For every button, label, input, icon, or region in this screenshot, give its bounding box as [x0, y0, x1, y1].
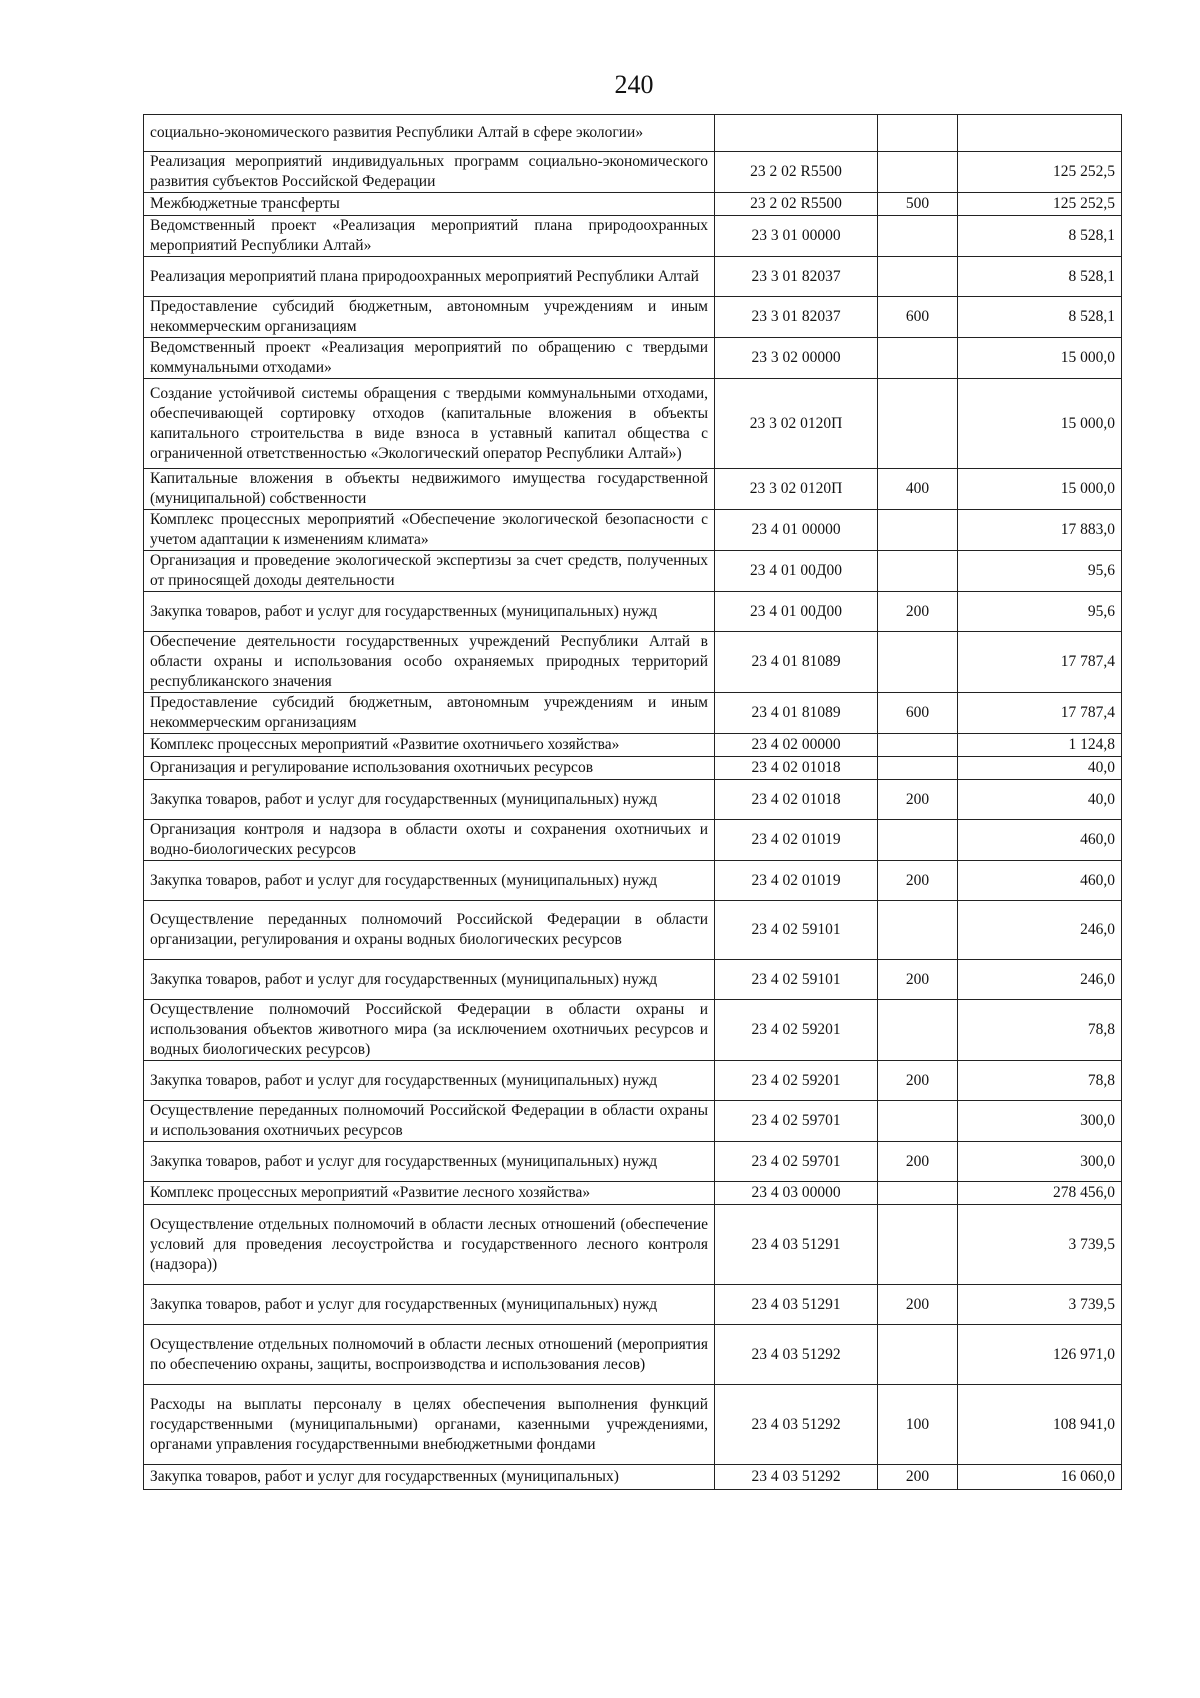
row-code-cell: 23 4 03 51292 [715, 1325, 878, 1385]
table-row [144, 632, 1122, 693]
row-code-cell: 23 4 02 59701 [715, 1142, 878, 1182]
row-name-cell: Организация и проведение экологической экспертизы за счет средств, полученных от приносящей доходы деятельности [144, 551, 715, 592]
row-name-cell: Комплекс процессных мероприятий «Развитие охотничьего хозяйства» [144, 734, 715, 757]
table-row [144, 551, 1122, 592]
row-name-cell: Предоставление субсидий бюджетным, автономным учреждениям и иным некоммерческим организациям [144, 297, 715, 338]
row-expense-type-cell [878, 379, 958, 469]
row-name-cell: Осуществление переданных полномочий Российской Федерации в области организации, регулирования и охраны водных биологических ресурсов [144, 901, 715, 960]
row-code-cell: 23 4 02 01018 [715, 780, 878, 820]
row-name-cell: Закупка товаров, работ и услуг для государственных (муниципальных) нужд [144, 1285, 715, 1325]
row-name-cell: Закупка товаров, работ и услуг для государственных (муниципальных) нужд [144, 960, 715, 1000]
table-row [144, 1000, 1122, 1061]
row-code-cell: 23 3 02 00000 [715, 338, 878, 379]
table-row [144, 1182, 1122, 1205]
table-row [144, 216, 1122, 257]
row-amount-cell: 8 528,1 [958, 297, 1122, 338]
row-expense-type-cell [878, 632, 958, 693]
row-code-cell: 23 4 02 59101 [715, 960, 878, 1000]
table-row [144, 379, 1122, 469]
row-expense-type-cell: 100 [878, 1385, 958, 1465]
row-amount-cell: 1 124,8 [958, 734, 1122, 757]
row-name-cell: Закупка товаров, работ и услуг для государственных (муниципальных) нужд [144, 861, 715, 901]
row-amount-cell: 16 060,0 [958, 1465, 1122, 1490]
row-amount-cell: 15 000,0 [958, 469, 1122, 510]
row-expense-type-cell [878, 1101, 958, 1142]
row-amount-cell: 78,8 [958, 1000, 1122, 1061]
row-amount-cell [958, 115, 1122, 152]
table-row [144, 338, 1122, 379]
row-name-cell: Расходы на выплаты персоналу в целях обеспечения выполнения функций государственными (муниципальными) органами, казенными учреждениями, органами управления государственными внебюджетными фондами [144, 1385, 715, 1465]
row-code-cell: 23 3 01 82037 [715, 297, 878, 338]
table-row [144, 469, 1122, 510]
row-code-cell: 23 4 02 00000 [715, 734, 878, 757]
row-amount-cell: 17 787,4 [958, 693, 1122, 734]
row-expense-type-cell: 400 [878, 469, 958, 510]
row-amount-cell: 125 252,5 [958, 193, 1122, 216]
row-amount-cell: 246,0 [958, 901, 1122, 960]
budget-table [143, 114, 1122, 1490]
row-code-cell: 23 4 01 81089 [715, 693, 878, 734]
row-code-cell: 23 4 01 00Д00 [715, 551, 878, 592]
row-expense-type-cell [878, 1325, 958, 1385]
row-expense-type-cell [878, 338, 958, 379]
row-code-cell: 23 4 02 01019 [715, 820, 878, 861]
row-expense-type-cell: 200 [878, 780, 958, 820]
row-code-cell: 23 2 02 R5500 [715, 152, 878, 193]
row-amount-cell: 15 000,0 [958, 379, 1122, 469]
row-amount-cell: 40,0 [958, 757, 1122, 780]
row-expense-type-cell: 200 [878, 1142, 958, 1182]
row-amount-cell: 460,0 [958, 820, 1122, 861]
row-name-cell: Закупка товаров, работ и услуг для государственных (муниципальных) нужд [144, 592, 715, 632]
row-name-cell: Закупка товаров, работ и услуг для государственных (муниципальных) нужд [144, 1142, 715, 1182]
row-amount-cell: 108 941,0 [958, 1385, 1122, 1465]
row-name-cell: Осуществление переданных полномочий Российской Федерации в области охраны и использования охотничьих ресурсов [144, 1101, 715, 1142]
row-amount-cell: 40,0 [958, 780, 1122, 820]
row-amount-cell: 3 739,5 [958, 1205, 1122, 1285]
row-code-cell: 23 4 03 00000 [715, 1182, 878, 1205]
row-amount-cell: 78,8 [958, 1061, 1122, 1101]
row-name-cell: Обеспечение деятельности государственных учреждений Республики Алтай в области охраны и использования особо охраняемых природных территорий республиканского значения [144, 632, 715, 693]
table-row [144, 510, 1122, 551]
row-amount-cell: 8 528,1 [958, 216, 1122, 257]
row-amount-cell: 17 787,4 [958, 632, 1122, 693]
row-name-cell: Ведомственный проект «Реализация мероприятий по обращению с твердыми коммунальными отходами» [144, 338, 715, 379]
row-name-cell: Ведомственный проект «Реализация мероприятий плана природоохранных мероприятий Республики Алтай» [144, 216, 715, 257]
row-code-cell: 23 2 02 R5500 [715, 193, 878, 216]
row-name-cell: Осуществление полномочий Российской Федерации в области охраны и использования объектов животного мира (за исключением охотничьих ресурсов и водных биологических ресурсов) [144, 1000, 715, 1061]
table-row [144, 780, 1122, 820]
row-amount-cell: 15 000,0 [958, 338, 1122, 379]
table-row [144, 1061, 1122, 1101]
table-row [144, 693, 1122, 734]
table-row [144, 734, 1122, 757]
row-code-cell: 23 4 03 51292 [715, 1465, 878, 1490]
row-name-cell: Предоставление субсидий бюджетным, автономным учреждениям и иным некоммерческим организациям [144, 693, 715, 734]
row-name-cell: Создание устойчивой системы обращения с твердыми коммунальными отходами, обеспечивающей сортировку отходов (капитальные вложения в объекты капитального строительства в виде взноса в уставный капитал общества с ограниченной ответственностью «Экологический оператор Республики Алтай») [144, 379, 715, 469]
table-row [144, 1142, 1122, 1182]
row-code-cell: 23 3 01 82037 [715, 257, 878, 297]
row-code-cell: 23 4 03 51292 [715, 1385, 878, 1465]
table-row [144, 901, 1122, 960]
row-expense-type-cell [878, 1205, 958, 1285]
row-code-cell: 23 4 01 81089 [715, 632, 878, 693]
row-expense-type-cell: 200 [878, 1061, 958, 1101]
row-amount-cell: 300,0 [958, 1142, 1122, 1182]
row-code-cell [715, 115, 878, 152]
row-name-cell: Закупка товаров, работ и услуг для государственных (муниципальных) нужд [144, 1061, 715, 1101]
row-expense-type-cell [878, 216, 958, 257]
table-row [144, 1325, 1122, 1385]
row-expense-type-cell [878, 757, 958, 780]
row-expense-type-cell: 200 [878, 592, 958, 632]
row-expense-type-cell [878, 551, 958, 592]
row-code-cell: 23 4 02 01018 [715, 757, 878, 780]
row-code-cell: 23 4 02 59201 [715, 1061, 878, 1101]
row-expense-type-cell: 600 [878, 693, 958, 734]
table-row [144, 1285, 1122, 1325]
row-name-cell: Капитальные вложения в объекты недвижимого имущества государственной (муниципальной) собственности [144, 469, 715, 510]
row-name-cell: Осуществление отдельных полномочий в области лесных отношений (обеспечение условий для проведения лесоустройства и государственного лесного контроля (надзора)) [144, 1205, 715, 1285]
row-amount-cell: 300,0 [958, 1101, 1122, 1142]
page-number: 240 [614, 70, 654, 99]
row-amount-cell: 278 456,0 [958, 1182, 1122, 1205]
table-row [144, 115, 1122, 152]
table-row [144, 861, 1122, 901]
row-name-cell: Закупка товаров, работ и услуг для государственных (муниципальных) [144, 1465, 715, 1490]
table-row [144, 1385, 1122, 1465]
row-expense-type-cell: 200 [878, 1465, 958, 1490]
row-expense-type-cell: 200 [878, 1285, 958, 1325]
row-name-cell: Осуществление отдельных полномочий в области лесных отношений (мероприятия по обеспечению охраны, защиты, воспроизводства и использования лесов) [144, 1325, 715, 1385]
row-expense-type-cell [878, 1000, 958, 1061]
row-expense-type-cell [878, 510, 958, 551]
row-expense-type-cell [878, 820, 958, 861]
table-row [144, 960, 1122, 1000]
table-row [144, 297, 1122, 338]
table-row [144, 820, 1122, 861]
row-expense-type-cell: 600 [878, 297, 958, 338]
row-code-cell: 23 4 02 59701 [715, 1101, 878, 1142]
row-code-cell: 23 4 02 01019 [715, 861, 878, 901]
row-name-cell: Закупка товаров, работ и услуг для государственных (муниципальных) нужд [144, 780, 715, 820]
row-amount-cell: 460,0 [958, 861, 1122, 901]
row-code-cell: 23 4 03 51291 [715, 1205, 878, 1285]
table-row [144, 1205, 1122, 1285]
row-name-cell: Комплекс процессных мероприятий «Обеспечение экологической безопасности с учетом адаптации к изменениям климата» [144, 510, 715, 551]
row-code-cell: 23 3 01 00000 [715, 216, 878, 257]
row-code-cell: 23 3 02 0120П [715, 469, 878, 510]
row-code-cell: 23 4 03 51291 [715, 1285, 878, 1325]
row-expense-type-cell [878, 901, 958, 960]
row-name-cell: Организация и регулирование использования охотничьих ресурсов [144, 757, 715, 780]
row-amount-cell: 95,6 [958, 592, 1122, 632]
row-expense-type-cell [878, 257, 958, 297]
row-code-cell: 23 4 01 00000 [715, 510, 878, 551]
table-row [144, 152, 1122, 193]
row-name-cell: Реализация мероприятий плана природоохранных мероприятий Республики Алтай [144, 257, 715, 297]
budget-table-body [144, 115, 1122, 1490]
table-row [144, 193, 1122, 216]
table-row [144, 757, 1122, 780]
row-expense-type-cell [878, 152, 958, 193]
row-name-cell: Организация контроля и надзора в области охоты и сохранения охотничьих и водно-биологических ресурсов [144, 820, 715, 861]
table-row [144, 257, 1122, 297]
row-expense-type-cell [878, 1182, 958, 1205]
row-expense-type-cell [878, 115, 958, 152]
row-code-cell: 23 4 02 59101 [715, 901, 878, 960]
row-expense-type-cell: 200 [878, 861, 958, 901]
table-row [144, 1465, 1122, 1490]
row-name-cell: Реализация мероприятий индивидуальных программ социально-экономического развития субъектов Российской Федерации [144, 152, 715, 193]
row-code-cell: 23 4 01 00Д00 [715, 592, 878, 632]
row-amount-cell: 126 971,0 [958, 1325, 1122, 1385]
row-amount-cell: 17 883,0 [958, 510, 1122, 551]
row-amount-cell: 8 528,1 [958, 257, 1122, 297]
row-name-cell: Межбюджетные трансферты [144, 193, 715, 216]
row-name-cell: социально-экономического развития Республики Алтай в сфере экологии» [144, 115, 715, 152]
row-expense-type-cell: 200 [878, 960, 958, 1000]
row-code-cell: 23 4 02 59201 [715, 1000, 878, 1061]
row-amount-cell: 125 252,5 [958, 152, 1122, 193]
row-expense-type-cell [878, 734, 958, 757]
row-amount-cell: 246,0 [958, 960, 1122, 1000]
row-amount-cell: 3 739,5 [958, 1285, 1122, 1325]
table-row [144, 592, 1122, 632]
row-code-cell: 23 3 02 0120П [715, 379, 878, 469]
row-name-cell: Комплекс процессных мероприятий «Развитие лесного хозяйства» [144, 1182, 715, 1205]
row-amount-cell: 95,6 [958, 551, 1122, 592]
row-expense-type-cell: 500 [878, 193, 958, 216]
table-row [144, 1101, 1122, 1142]
